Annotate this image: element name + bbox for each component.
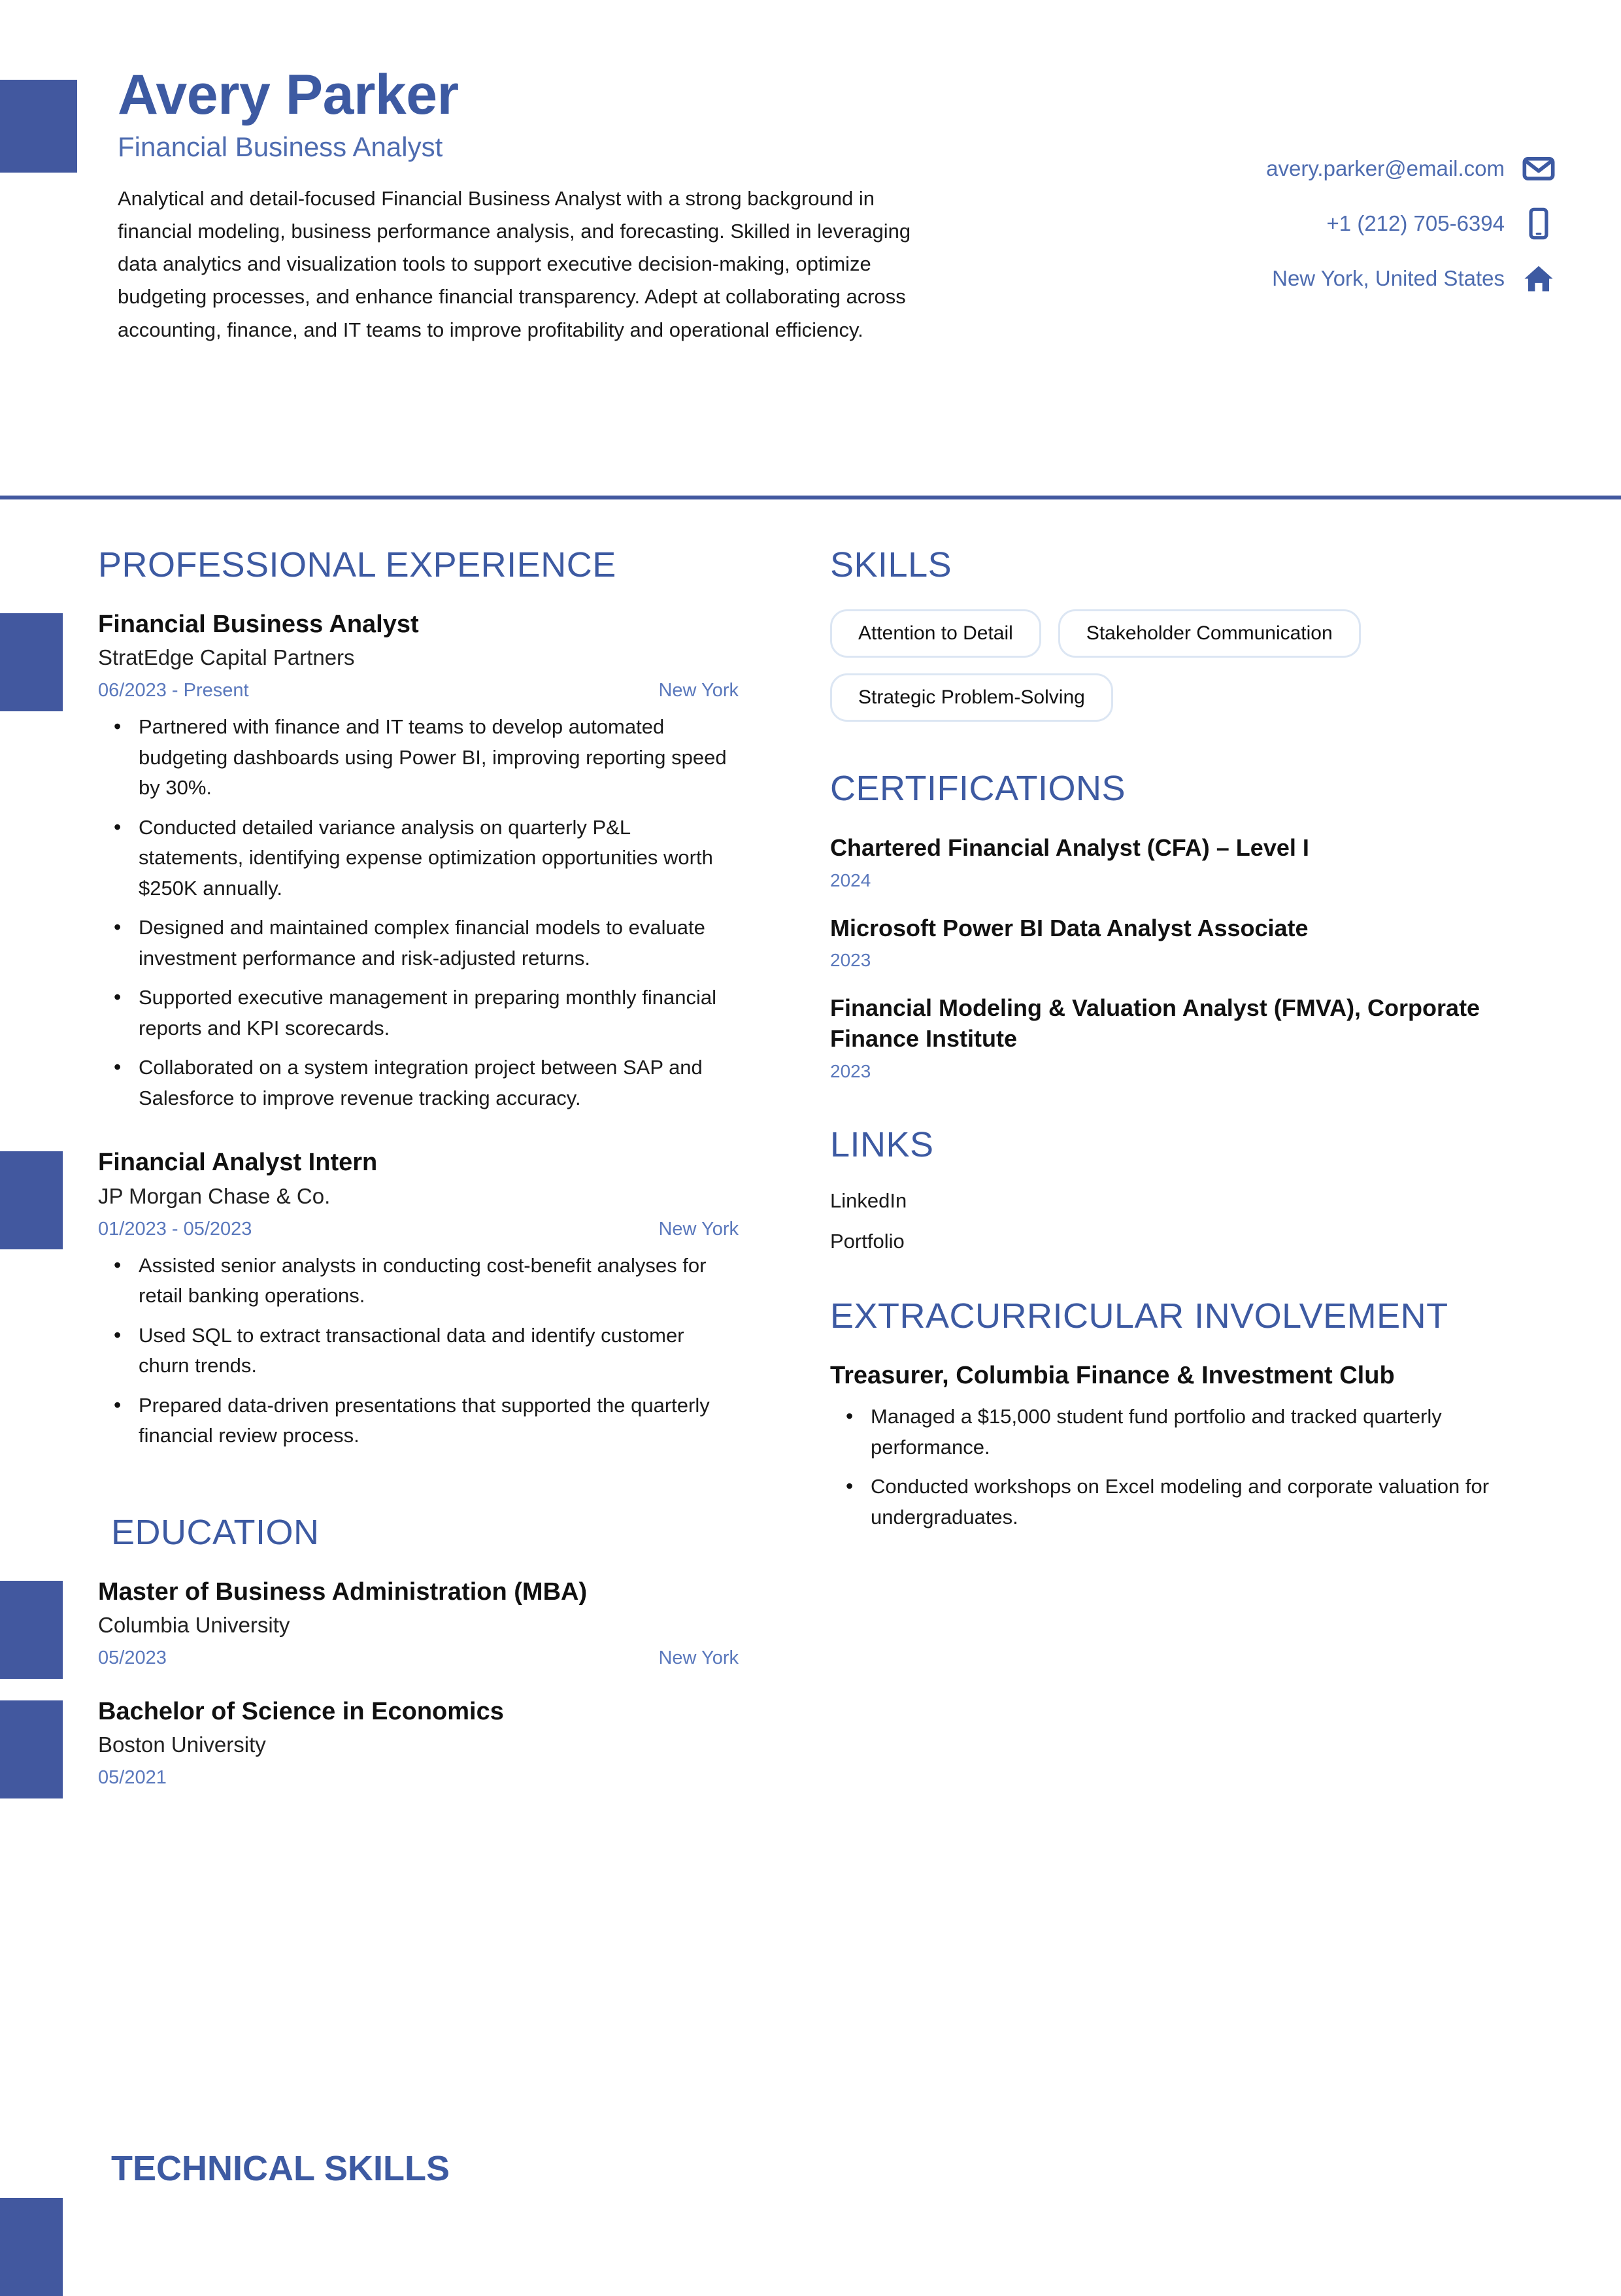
certification-year: 2024: [830, 869, 871, 890]
education-entry: [98, 1697, 739, 1789]
certification-year: 2023: [830, 950, 871, 971]
experience-entry: [98, 609, 739, 1113]
list-item: • Conducted detailed variance analysis on quarterly P&L statements, identifying expense optimization opportunities worth $250K annually.: [136, 813, 739, 904]
experience-location: New York: [658, 1218, 739, 1240]
contact-email[interactable]: [1266, 152, 1556, 186]
certifications-section: [830, 768, 1549, 1082]
professional-summary: Analytical and detail-focused Financial Business Analyst with a strong background in financial modeling, business performance analysis, and forecasting. Skilled in leveraging data analytics and visualization tools to support executive decision-making, optimize budgeting processes, and enhance financial transparency. Adept at collaborating across accounting, finance, and IT teams to improve profitability and operational efficiency.: [118, 186, 911, 341]
certification-item: [830, 913, 1549, 971]
list-item: • Collaborated on a system integration project between SAP and Salesforce to improve revenue tracking accuracy.: [136, 1053, 739, 1113]
entry-accent-tab: [0, 2198, 63, 2296]
skill-chip: Strategic Problem-Solving: [830, 673, 1113, 722]
experience-meta: [98, 680, 739, 701]
links-section: [830, 1124, 1549, 1253]
contact-phone-text: +1 (212) 705-6394: [1326, 211, 1505, 235]
section-title-education: EDUCATION: [111, 1512, 320, 1552]
contact-location-text: New York, United States: [1272, 266, 1505, 290]
experience-organization: StratEdge Capital Partners: [98, 645, 355, 670]
entry-accent-tab: [0, 1581, 63, 1679]
resume-header: [0, 0, 1621, 497]
extracurricular-bullets: [830, 1402, 1549, 1532]
education-meta: [98, 1767, 739, 1789]
skill-chip: Stakeholder Communication: [1058, 609, 1361, 658]
contact-location[interactable]: [1272, 262, 1556, 295]
contact-email-text: avery.parker@email.com: [1266, 156, 1505, 180]
list-item: • Conducted workshops on Excel modeling and corporate valuation for undergraduates.: [868, 1472, 1549, 1532]
list-item: • Designed and maintained complex financial models to evaluate investment performance and risk-adjusted returns.: [136, 913, 739, 973]
page-title: Avery Parker: [118, 63, 459, 126]
education-entry: [98, 1577, 739, 1669]
link-portfolio[interactable]: Portfolio: [830, 1229, 905, 1253]
experience-meta: [98, 1219, 739, 1240]
extracurricular-title: Treasurer, Columbia Finance & Investment Club: [830, 1361, 1395, 1389]
link-linkedin[interactable]: LinkedIn: [830, 1189, 907, 1212]
list-item: • Used SQL to extract transactional data and identify customer churn trends.: [136, 1321, 739, 1381]
contact-phone[interactable]: [1327, 207, 1556, 241]
list-item: • Supported executive management in preparing monthly financial reports and KPI scorecards.: [136, 983, 739, 1043]
experience-dates: 06/2023 - Present: [98, 680, 249, 701]
job-title: Financial Business Analyst: [118, 131, 443, 163]
education-institution: Boston University: [98, 1732, 266, 1757]
experience-entry: [98, 1147, 739, 1451]
header-left: [118, 0, 967, 346]
education-dates: 05/2021: [98, 1767, 167, 1789]
education-degree: Bachelor of Science in Economics: [98, 1697, 504, 1725]
certification-item: [830, 833, 1549, 891]
experience-title: Financial Business Analyst: [98, 610, 419, 638]
section-title-certifications: CERTIFICATIONS: [830, 768, 1126, 808]
list-item: • Managed a $15,000 student fund portfolio and tracked quarterly performance.: [868, 1402, 1549, 1462]
entry-accent-tab: [0, 1700, 63, 1798]
section-title-skills: SKILLS: [830, 545, 952, 584]
skill-chip: Attention to Detail: [830, 609, 1041, 658]
certification-item: [830, 993, 1549, 1082]
experience-title: Financial Analyst Intern: [98, 1149, 378, 1177]
entry-accent-tab: [0, 1151, 63, 1249]
left-column: [0, 544, 811, 1815]
certification-name: Chartered Financial Analyst (CFA) – Level I: [830, 834, 1309, 861]
list-item: • Prepared data-driven presentations that supported the quarterly financial review process.: [136, 1391, 739, 1451]
experience-location: New York: [658, 680, 739, 701]
education-degree: Master of Business Administration (MBA): [98, 1578, 588, 1606]
certification-year: 2023: [830, 1060, 871, 1081]
list-item: • Assisted senior analysts in conducting cost-benefit analyses for retail banking operations.: [136, 1251, 739, 1311]
education-location: New York: [658, 1647, 739, 1668]
header-divider: [0, 496, 1621, 499]
header-accent-block: [0, 80, 77, 173]
certification-name: Financial Modeling & Valuation Analyst (FMVA), Corporate Finance Institute: [830, 994, 1480, 1053]
education-institution: Columbia University: [98, 1613, 290, 1638]
education-meta: [98, 1647, 739, 1669]
skills-section: [830, 544, 1549, 722]
certification-name: Microsoft Power BI Data Analyst Associate: [830, 914, 1309, 941]
section-title-links: LINKS: [830, 1124, 934, 1164]
envelope-icon: [1522, 152, 1556, 186]
section-title-professional-experience: PROFESSIONAL EXPERIENCE: [98, 545, 616, 584]
section-title-technical-skills: TECHNICAL SKILLS: [111, 2148, 450, 2188]
education-dates: 05/2023: [98, 1647, 167, 1668]
extracurricular-section: [830, 1295, 1549, 1532]
technical-skills-section: [0, 2118, 811, 2219]
home-icon: [1522, 262, 1556, 295]
skills-chip-list: [830, 609, 1484, 722]
mobile-phone-icon: [1522, 207, 1556, 241]
experience-bullets: [98, 712, 739, 1113]
section-title-extracurricular: EXTRACURRICULAR INVOLVEMENT: [830, 1296, 1448, 1336]
extracurricular-entry: [830, 1360, 1549, 1533]
experience-bullets: [98, 1251, 739, 1451]
experience-organization: JP Morgan Chase & Co.: [98, 1183, 331, 1208]
experience-dates: 01/2023 - 05/2023: [98, 1218, 252, 1240]
entry-accent-tab: [0, 613, 63, 711]
right-column: [811, 544, 1621, 1815]
list-item: • Partnered with finance and IT teams to develop automated budgeting dashboards using Power BI, improving reporting speed by 30%.: [136, 712, 739, 803]
contact-block: [1266, 0, 1556, 295]
